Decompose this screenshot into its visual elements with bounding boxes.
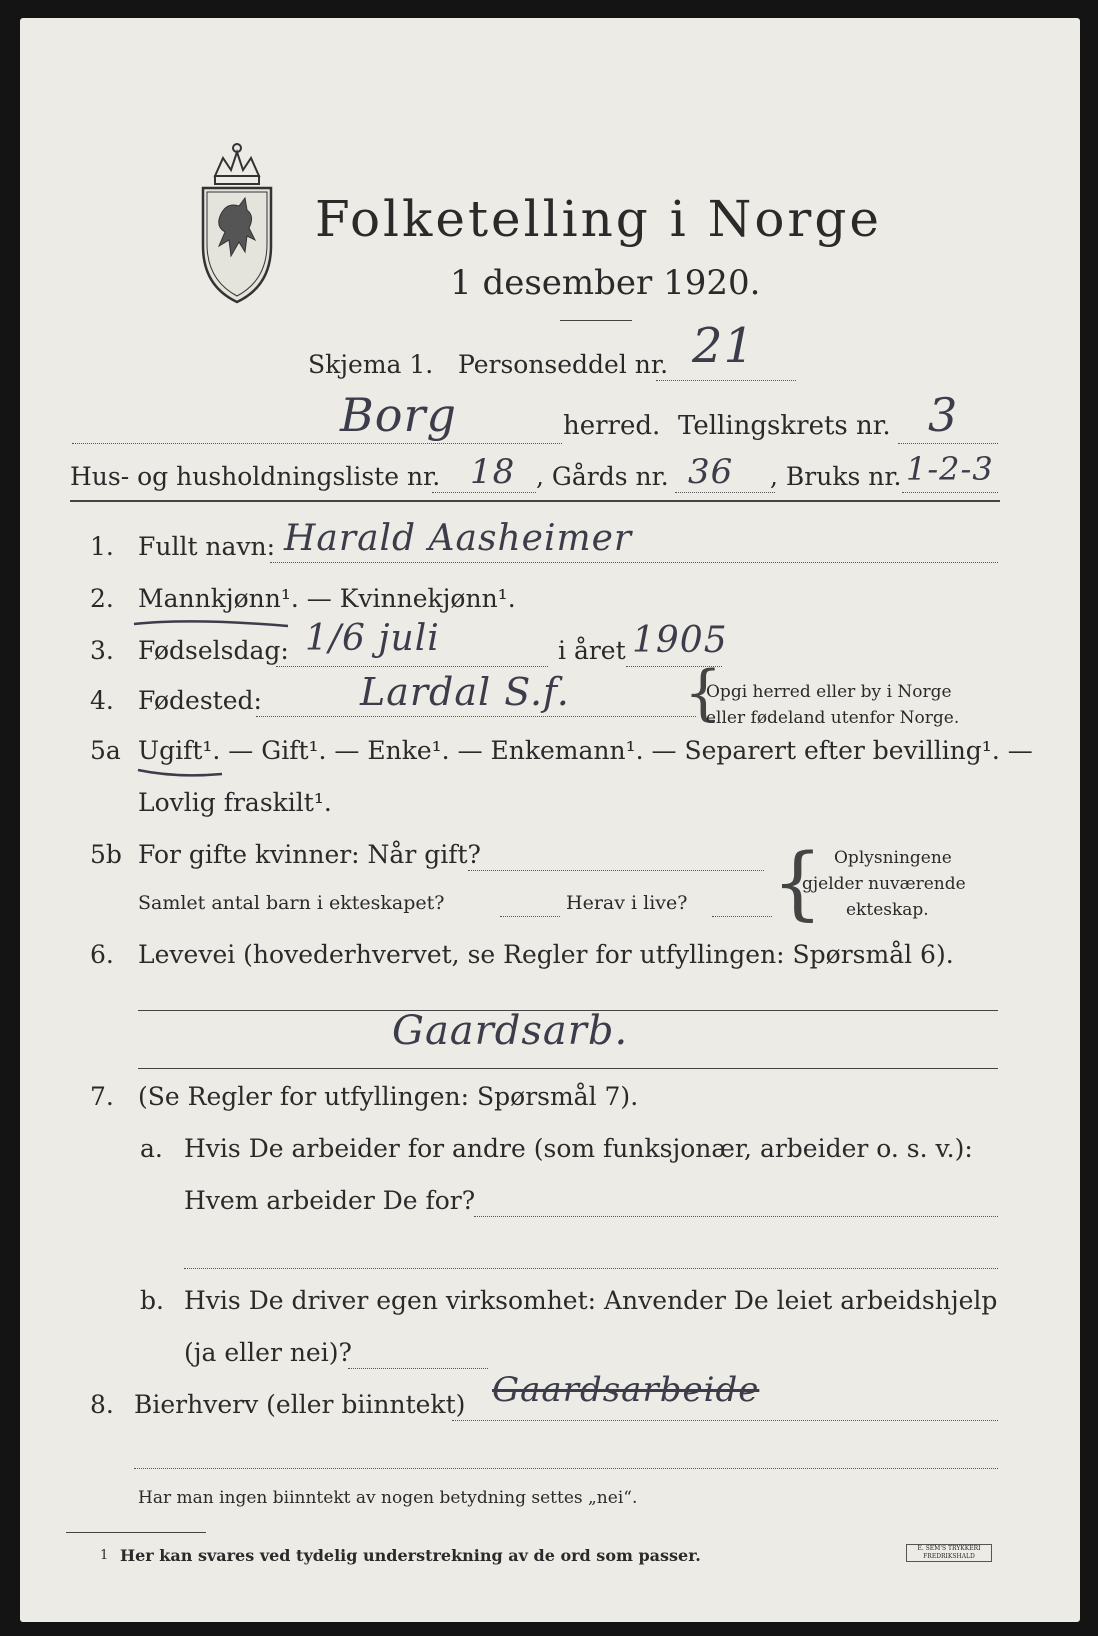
- footer-note: Har man ingen biinntekt av nogen betydning settes „nei“.: [138, 1488, 638, 1508]
- q6-line2: [138, 1068, 998, 1069]
- q4-note-line1: Opgi herred eller by i Norge: [706, 682, 952, 702]
- q2-number: 2.: [90, 584, 114, 613]
- q1-label: Fullt navn:: [138, 532, 276, 561]
- q3-number: 3.: [90, 636, 114, 665]
- q3-label: Fødselsdag:: [138, 636, 289, 665]
- title-divider: [560, 320, 632, 321]
- header-divider: [70, 500, 1000, 502]
- q4-brace: {: [684, 658, 723, 728]
- footnote-divider: [66, 1532, 206, 1533]
- q4-label: Fødested:: [138, 686, 262, 715]
- husholdningsliste-line: [432, 492, 536, 493]
- q5a-label: Ugift¹. — Gift¹. — Enke¹. — Enkemann¹. — Separert efter bevilling¹. —: [138, 736, 1033, 765]
- printer-stamp: E. SEM'S TRYKKERI FREDRIKSHALD: [906, 1544, 992, 1562]
- husholdningsliste-value: 18: [470, 452, 516, 492]
- q8-line: [452, 1420, 998, 1421]
- bruks-value: 1-2-3: [906, 450, 994, 488]
- q7b-label: Hvis De driver egen virksomhet: Anvender De leiet arbeidshjelp: [184, 1286, 998, 1315]
- personseddel-value: 21: [692, 318, 756, 374]
- tellingskrets-line: [898, 443, 998, 444]
- schema-label: Skjema 1.: [308, 350, 434, 379]
- q6-label: Levevei (hovederhvervet, se Regler for utfyllingen: Spørsmål 6).: [138, 940, 954, 969]
- q7-label: (Se Regler for utfyllingen: Spørsmål 7).: [138, 1082, 639, 1111]
- bruks-line: [902, 492, 998, 493]
- census-date: 1 desember 1920.: [450, 263, 761, 303]
- q8-line2: [134, 1468, 998, 1469]
- q5b-note-line2: gjelder nuværende: [802, 874, 966, 894]
- q7b-line: [348, 1368, 488, 1369]
- q5b-gift-line: [468, 870, 764, 871]
- form-title: Folketelling i Norge: [315, 190, 882, 248]
- q4-number: 4.: [90, 686, 114, 715]
- bruks-label: , Bruks nr.: [770, 462, 902, 491]
- tellingskrets-label: Tellingskrets nr.: [678, 411, 891, 441]
- coat-of-arms-icon: [195, 136, 279, 304]
- q8-value: Gaardsarbeide: [492, 1370, 760, 1410]
- q2-label: Mannkjønn¹. — Kvinnekjønn¹.: [138, 584, 516, 613]
- footnote-number: 1: [100, 1548, 109, 1563]
- q5a-number: 5a: [90, 736, 121, 765]
- herred-value: Borg: [340, 388, 457, 442]
- q1-line: [270, 562, 998, 563]
- q4-note-line2: eller fødeland utenfor Norge.: [706, 708, 960, 728]
- gards-value: 36: [688, 452, 734, 492]
- q7b-label2: (ja eller nei)?: [184, 1338, 352, 1367]
- tellingskrets-value: 3: [928, 388, 959, 442]
- q5b-note-line1: Oplysningene: [834, 848, 952, 868]
- q5b-label: For gifte kvinner: Når gift?: [138, 840, 481, 869]
- q8-label: Bierhverv (eller biinntekt): [134, 1390, 466, 1419]
- q7a-label: Hvis De arbeider for andre (som funksjonær, arbeider o. s. v.):: [184, 1134, 973, 1163]
- q7b-number: b.: [140, 1286, 164, 1315]
- q4-line: [256, 716, 696, 717]
- q5a-label2: Lovlig fraskilt¹.: [138, 788, 332, 817]
- q5b-note-line3: ekteskap.: [846, 900, 929, 920]
- q5b-barn-line: [500, 916, 560, 917]
- q7a-label2: Hvem arbeider De for?: [184, 1186, 476, 1215]
- q3-line: [276, 666, 548, 667]
- q3-year-label: i året: [558, 636, 626, 665]
- footnote-text: Her kan svares ved tydelig understrekning av de ord som passer.: [120, 1546, 701, 1565]
- q1-number: 1.: [90, 532, 114, 561]
- census-form: [20, 18, 1080, 1622]
- q3-year-value: 1905: [632, 620, 728, 661]
- q3-value: 1/6 juli: [305, 618, 440, 659]
- personseddel-line: [656, 380, 796, 381]
- personseddel-label: Personseddel nr.: [458, 350, 669, 379]
- q1-value: Harald Aasheimer: [284, 518, 633, 559]
- herred-line: [72, 443, 562, 444]
- q4-value: Lardal S.f.: [360, 670, 570, 714]
- husholdningsliste-label: Hus- og husholdningsliste nr.: [70, 462, 441, 491]
- q5b-label3: Herav i live?: [566, 892, 688, 914]
- q5a-underline-mark: [136, 766, 226, 780]
- q6-value: Gaardsarb.: [392, 1008, 629, 1054]
- gards-line: [675, 492, 775, 493]
- q2-underline-mark: [132, 616, 292, 630]
- q7a-line2: [184, 1268, 998, 1269]
- q5b-number: 5b: [90, 840, 122, 869]
- q5b-brace: {: [772, 836, 823, 929]
- herred-label: herred.: [563, 411, 661, 441]
- gards-label: , Gårds nr.: [536, 462, 669, 491]
- q5b-label2: Samlet antal barn i ekteskapet?: [138, 892, 445, 914]
- q7a-line1: [474, 1216, 998, 1217]
- q7-number: 7.: [90, 1082, 114, 1111]
- q5b-live-line: [712, 916, 772, 917]
- q7a-number: a.: [140, 1134, 163, 1163]
- q6-number: 6.: [90, 940, 114, 969]
- q8-number: 8.: [90, 1390, 114, 1419]
